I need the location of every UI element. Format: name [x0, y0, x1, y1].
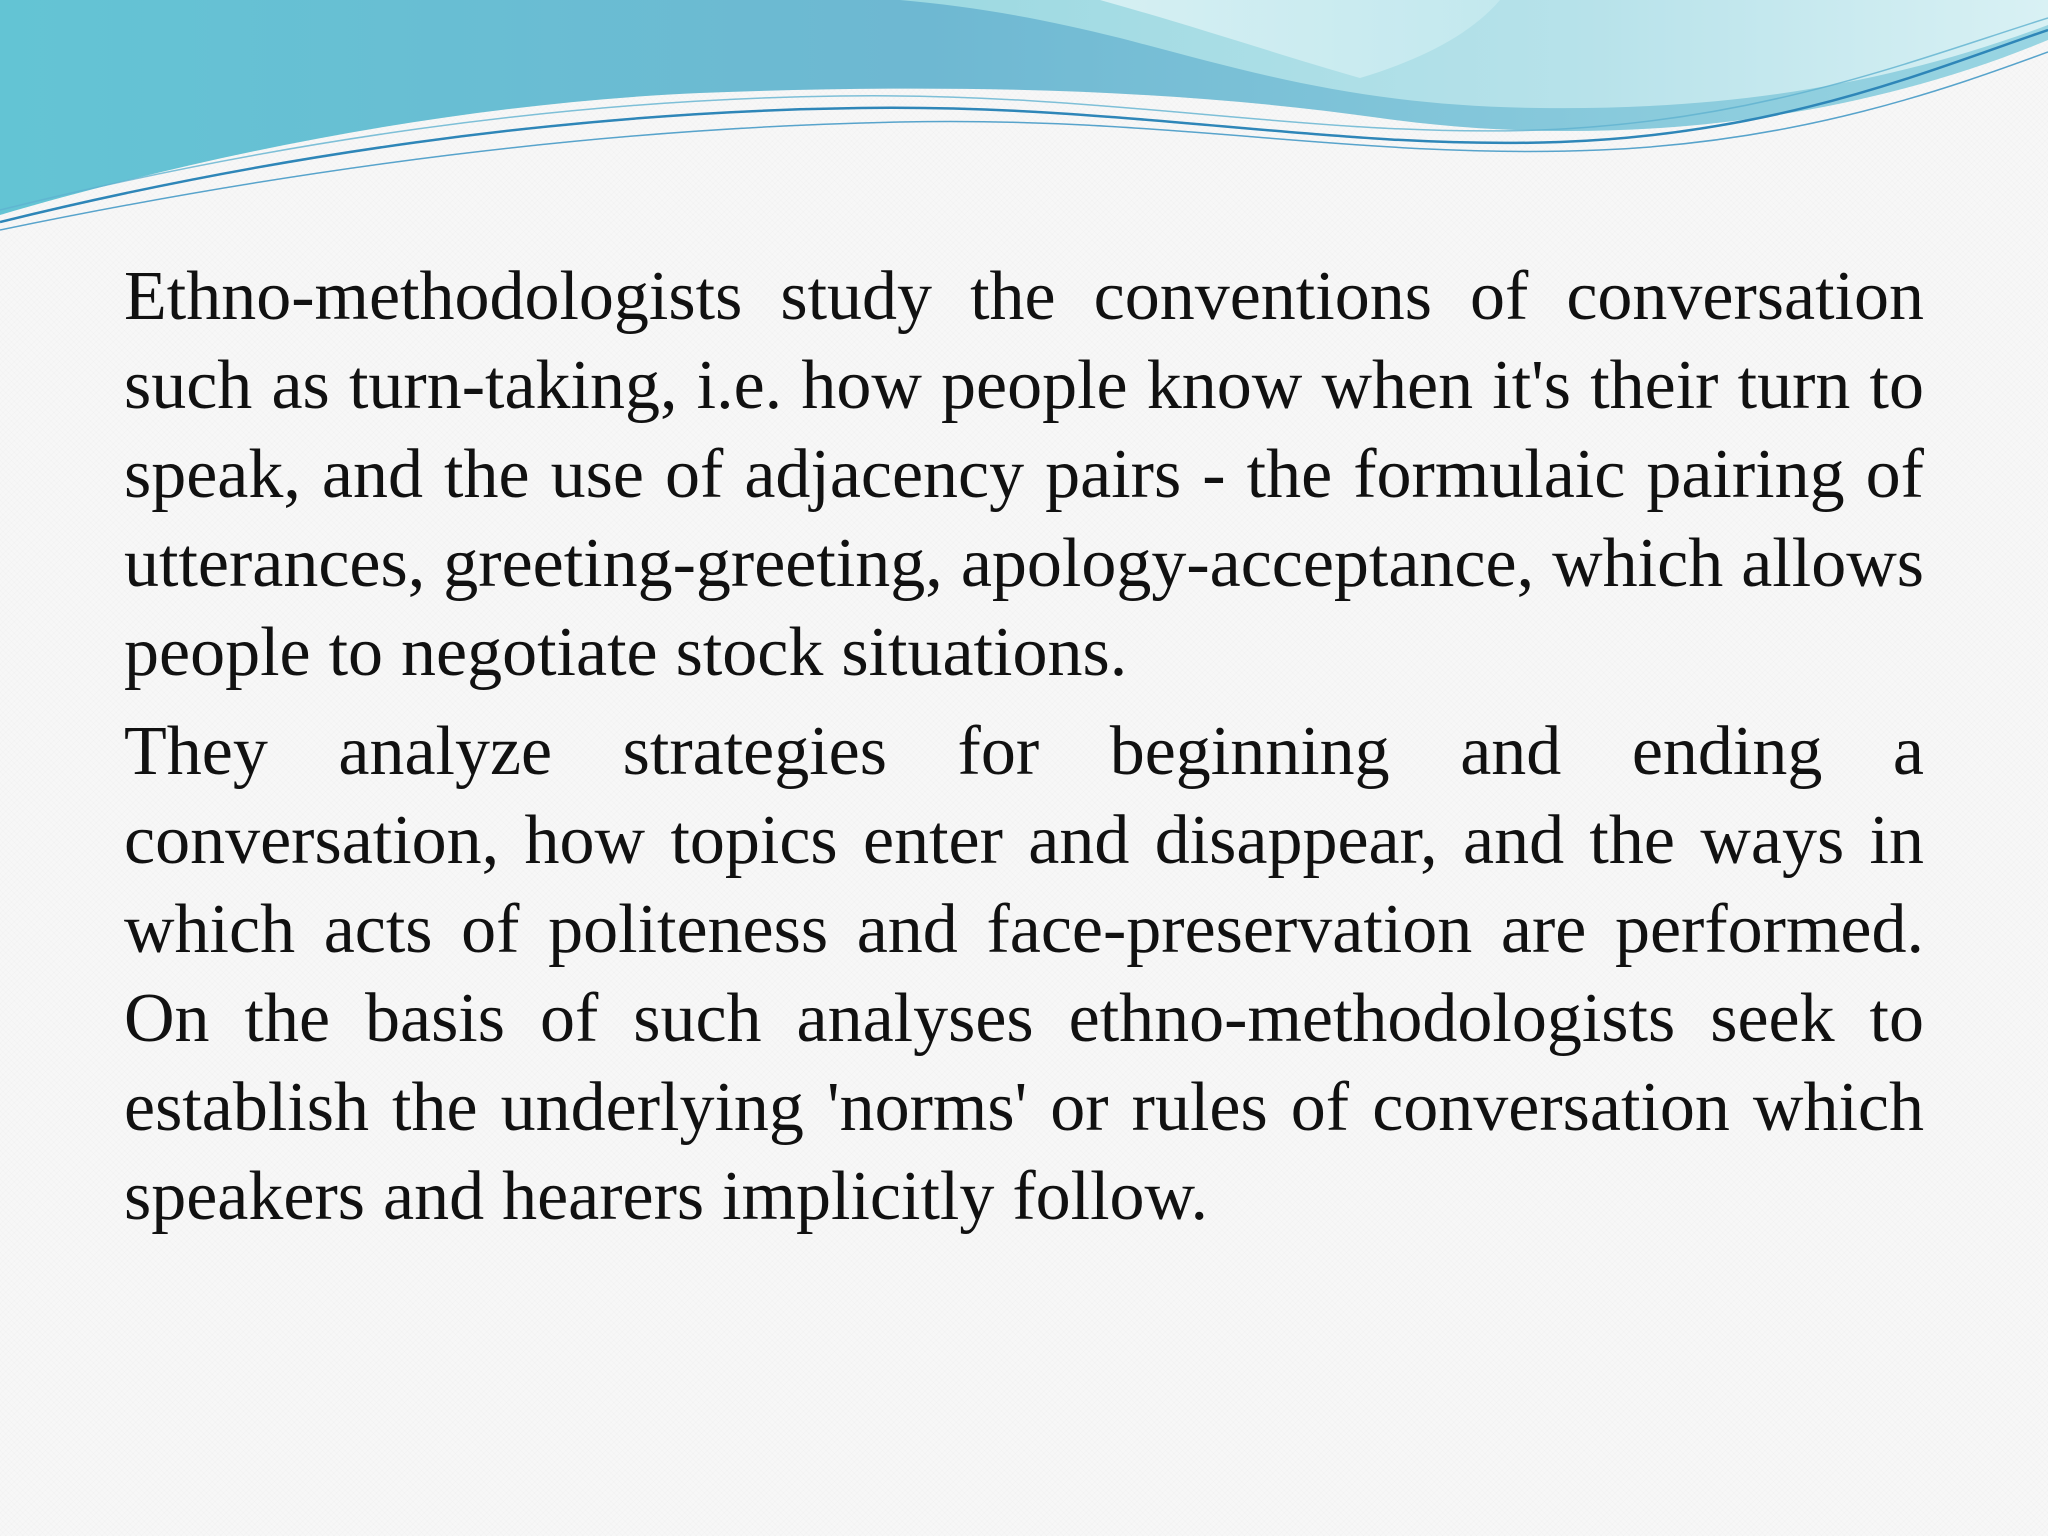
body-paragraph-2: They analyze strategies for beginning and ending a conversation, how topics enter and disappear, and the ways in which acts of politeness and face-preservation are performed. On the basis of such analyses ethno-methodologists seek to establish the underlying 'norms' or rules of conversation which speakers and hearers implicitly follow. — [124, 713, 1924, 1235]
body-paragraph-1: Ethno-methodologists study the conventions of conversation such as turn-taking, i.e. how people know when it's their turn to speak, and the use of adjacency pairs - the formulaic pairing of utterances, greeting-greeting, apology-acceptance, which allows people to negotiate stock situations. — [124, 258, 1924, 691]
slide-body — [124, 252, 1924, 1241]
wave-decoration — [0, 0, 2048, 240]
